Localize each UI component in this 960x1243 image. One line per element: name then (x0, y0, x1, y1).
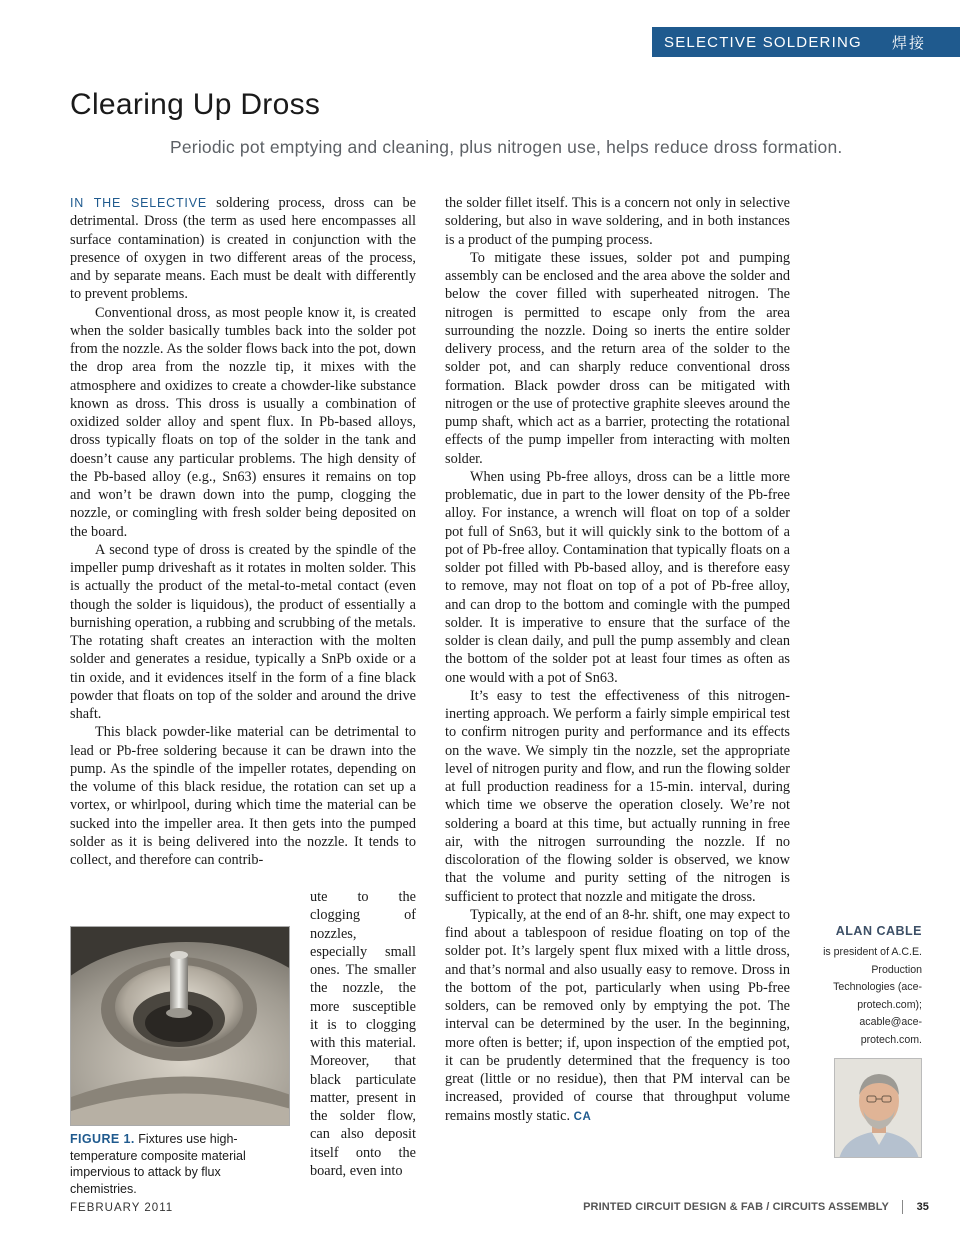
right-column (445, 194, 790, 1126)
section-label-cn: 焊接 (892, 34, 927, 52)
footer-divider (902, 1200, 903, 1214)
solder-nozzle-fixture-image (71, 927, 290, 1126)
page-number: 35 (916, 1201, 929, 1213)
author-name: ALAN CABLE (835, 924, 922, 938)
body-paragraph: ute to the clogging of nozzles, especially small ones. The smaller the nozzle, the more susceptible it is to clogging with this material. Moreover, that black particulate matter, present in the solder flow, can also deposit itself onto the board, even into (310, 889, 416, 1179)
body-paragraph (70, 194, 416, 304)
publication-name: PRINTED CIRCUIT DESIGN & FAB / CIRCUITS ASSEMBLY (583, 1201, 889, 1213)
article-subtitle: Periodic pot emptying and cleaning, plus nitrogen use, helps reduce dross formation. (170, 137, 843, 157)
body-paragraph: the solder fillet itself. This is a concern not only in selective soldering, but also in wave soldering, and in both instances is a product of the pumping process. (445, 195, 790, 248)
section-label: SELECTIVE SOLDERING (664, 33, 862, 51)
left-column (70, 194, 416, 869)
author-bio: is president of A.C.E. Production Technologies (ace-protech.com); acable@ace-protech.com. (823, 946, 922, 1046)
paragraph-text: soldering process, dross can be detrimental. Dross (the term as used here encompasses all surface contamination) is created in conjunction with the presence of oxygen in two different areas of the process, and by separate means. Each must be dealt with differently to prevent problems. (70, 195, 416, 303)
paragraph-text: Typically, at the end of an 8-hr. shift, one may expect to find about a tablespoon of residue floating on top of the solder pot. It’s largely spent flux mixed with a little dross, and that’s normal and also usually easy to remove. Dross in the bottom of the pot, particularly when using Pb-free solders, can be removed only by emptying the pot. The interval can be determined by the user. In the beginning, more often is better; if, upon inspection of the emptied pot, it can be prudently determined that the frequency is too great (little or no residue), then that PM interval can be increased, provided of course that throughput volume remains mostly static. (445, 906, 790, 1124)
figure-caption (70, 1131, 290, 1197)
body-paragraph: A second type of dross is created by the spindle of the impeller pump driveshaft as it rotates in molten solder. This is actually the product of the metal-to-metal contact (even though the solder is liquidous), the product of essentially a burnishing operation, a rubbing and scrubbing of the metals. The rotating shaft creates an interaction with the molten solder and generates a residue, typically a SnPb oxide or a tin oxide, and it evidences itself in the form of a fine black powder that floats on top of the solder and around the drive shaft. (70, 541, 416, 722)
end-mark: CA (573, 1110, 592, 1123)
body-paragraph: It’s easy to test the effectiveness of this nitrogen-inerting approach. We perform a fairly simple empirical test to confirm nitrogen purity and performance and its effects on the wave. We simply tin the nozzle, set the appropriate level of nitrogen purity and flow, and run the flowing solder at full production readiness for a 15-min. interval, during which time we observe the operation closely. We’re not soldering a board at this time, but actually running in free air, with the nitrogen surrounding the nozzle. If no discoloration of the flowing solder is observed, we know that the volume and purity setting of the nitrogen is sufficient to protect that nozzle and mitigate the dross. (445, 687, 790, 905)
author-photo (834, 1058, 922, 1158)
section-banner (652, 27, 960, 57)
figure-label: FIGURE 1. (70, 1132, 135, 1146)
issue-date: FEBRUARY 2011 (70, 1202, 174, 1214)
footer-publication (583, 1201, 929, 1217)
article-title: Clearing Up Dross (70, 88, 321, 121)
figure-photo (70, 926, 290, 1126)
author-portrait-image (835, 1059, 922, 1158)
figure-caption-text: Fixtures use high-temperature composite material impervious to attack by flux chemistries. (70, 1132, 246, 1196)
body-paragraph (445, 906, 790, 1126)
body-paragraph: To mitigate these issues, solder pot and pumping assembly can be enclosed and the area above the solder and below the cover filled with superheated nitrogen. The nitrogen is permitted to escape only from the area surrounding the nozzle. Doing so inerts the entire solder delivery process, and the return area of the solder to the solder pot, and can sharply reduce conventional dross formation. Black powder dross can be mitigated with nitrogen or the use of protective graphite sleeves around the pump shaft, which act as a barrier, protecting the rotational effects of the pump impeller from interacting with molten solder. (445, 249, 790, 467)
body-paragraph: Conventional dross, as most people know it, is created when the solder basically tumbles back into the solder pot from the nozzle. As the solder flows back into the pot, down the drop area from the nozzle tip, it mixes with the atmosphere and oxidizes to create a chowder-like substance known as dross. This dross is usually a combination of oxidized solder alloy and spent flux. In Pb-based alloys, dross typically floats on top of the solder in the tank and doesn’t cause any particular problems. The high density of the Pb-based alloy (e.g., Sn63) ensures it remains on top and won’t be drawn down into the pump, clogging the nozzle, or comingling with fresh solder being deposited on the board. (70, 304, 416, 540)
body-paragraph: This black powder-like material can be detrimental to lead or Pb-free soldering because it can be drawn into the pump. As the spindle of the impeller rotates, depending on the volume of this black residue, the rotation can set up a vortex, or whirlpool, during which time the material can be sucked into the impeller area. It then gets into the pumped solder as it is being delivered into the nozzle. It tends to collect, and therefore can contrib- (70, 724, 416, 868)
lead-in: IN THE SELECTIVE (70, 196, 207, 210)
figure-wrap-column (310, 888, 416, 1180)
body-paragraph: When using Pb-free alloys, dross can be a little more problematic, due in part to the lower density of the Pb-free alloy. For instance, a wrench will float on top of a solder pot full of Sn63, but it will quickly sink to the bottom of a pot of Pb-free alloy. Contamination that typically floats on a solder pot filled with Pb-based alloy, and is therefore easy to remove, may not float on top of a pot of Pb-free alloy, and can drop to the bottom and comingle with the pumped solder. It is imperative to ensure that the surface of the solder is clean daily, and pull the pump assembly and clean the bottom of the solder pot at least four times as often as one would with a pot of Sn63. (445, 468, 790, 686)
